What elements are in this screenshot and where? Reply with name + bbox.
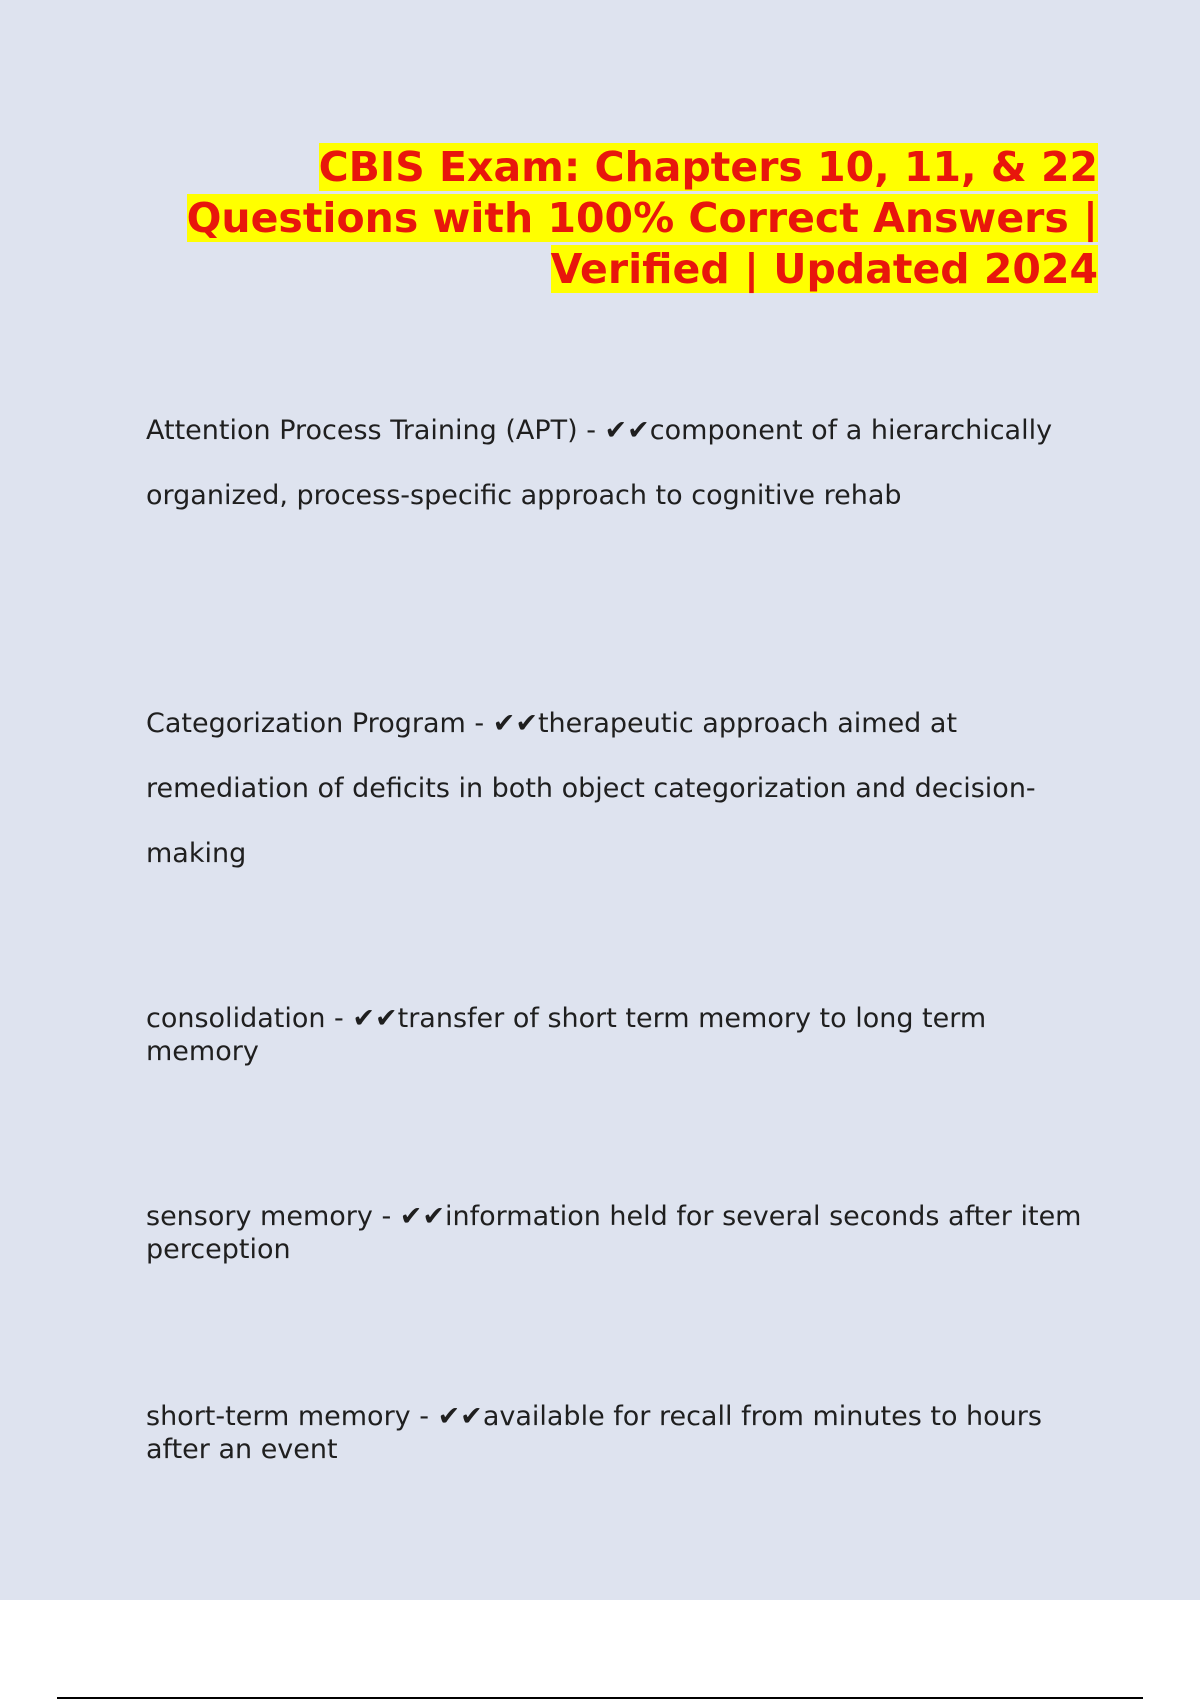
flashcard-entry — [146, 398, 1086, 528]
entry-term: short-term memory — [146, 1401, 411, 1432]
entry-definition: information held for several seconds after item perception — [146, 1201, 1082, 1265]
check-separator: - ✔✔ — [465, 708, 538, 739]
check-separator: - ✔✔ — [372, 1201, 446, 1232]
check-separator: - ✔✔ — [325, 1003, 398, 1034]
entry-definition: component of a hierarchically organized, process-specific approach to cognitive rehab — [146, 415, 1053, 511]
check-separator: - ✔✔ — [577, 415, 650, 446]
flashcard-entry — [146, 1400, 1086, 1466]
check-separator: - ✔✔ — [410, 1401, 483, 1432]
entry-term: sensory memory — [146, 1201, 373, 1232]
entry-definition: therapeutic approach aimed at remediation of deficits in both object categorization and decision-making — [146, 708, 1036, 869]
footer-divider — [57, 1697, 1143, 1699]
entry-term: Attention Process Training (APT) — [146, 415, 578, 446]
flashcard-entry — [146, 1200, 1086, 1266]
entry-term: Categorization Program — [146, 708, 466, 739]
entry-term: consolidation — [146, 1003, 326, 1034]
entry-definition: available for recall from minutes to hours after an event — [146, 1401, 1042, 1465]
flashcard-entry — [146, 1002, 1086, 1068]
document-title — [98, 142, 1098, 295]
entry-definition: transfer of short term memory to long term memory — [146, 1003, 987, 1067]
flashcard-entry — [146, 691, 1086, 886]
document-title-text: CBIS Exam: Chapters 10, 11, & 22 Questions with 100% Correct Answers | Verified | Updated 2024 — [186, 143, 1098, 293]
